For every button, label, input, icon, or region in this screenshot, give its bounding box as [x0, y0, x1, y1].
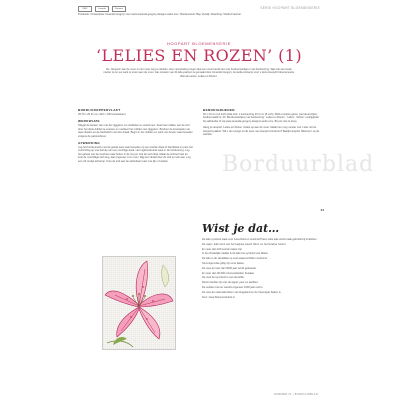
section-text: Hang je HoopArt ‘Lelies en Rozen’ straks op aan de muur. Maak hem nog mooier met ‘Lelie’ uit het HoopArt-pakket. Wil u de overige uit de serie van HoopArt borduren? Bekijk HoopArt ‘Bloemen’ op de website. [203, 126, 320, 137]
fact-item: De lelie in de Heraldiek op veel wapenschilden voorkomt. [202, 257, 268, 261]
fact-item: Er meer dan 100 soorten lelies zijn. [202, 247, 243, 251]
article-title: ‘LELIES EN ROZEN’ (1) [95, 46, 303, 65]
fact-item: De roos de nationale bloem van Engeland en de Verenigde Staten is. [202, 290, 282, 294]
section-heading: BORDUUROPPERVLAKT [78, 108, 121, 112]
did-you-know-box [202, 222, 320, 301]
section-text: Stiegel de kanten van met het rijggaren om uitrafelen te voorkomen. Zoek het midden van de stof door het doek dubbel te vouwen en markeer het midden met rijggaren. Borduur de kruissteek met twee draden en de backstitch met één draad. Begin in het midden en werk van boven naar beneden volgens de patroonlijnen. [78, 124, 193, 138]
fact-source: bron: www.bloemenwinkel.nl [202, 296, 235, 300]
series-label: SERIE HOOPART BLOEMENSERIE [260, 6, 320, 10]
section-heading: BENODIGDHEDEN [203, 108, 235, 112]
watermark: Borduurblad [222, 152, 375, 177]
right-column [203, 105, 320, 136]
page-footer: NUMMER 31 | BORDUURBLAD [273, 393, 318, 396]
brand-logos [78, 6, 126, 12]
fact-item: Rozen familie zijn van de appel, peer en aardbei. [202, 281, 259, 285]
section-text: 40 x 40 cm (14 inch) Aida stof; 1 borduurring 20,3 cm (8 inch); DMC-mouliné garen (zie kleurenlijst); borduurnaald nr. 24. Borduurwerkjes met borduurring: ‘Lelies en Rozen’, ‘Lelies’, ‘Rozen’ verkrijgbaar bij vakhandel of via www.amanda-gregory-designs.webs.com. Bij ons niet te koop. [203, 113, 319, 123]
page-number: 31 [320, 208, 324, 212]
brand-logo: DMC [78, 6, 92, 12]
section-text: Leg het borduurwerk met de goede kant naar beneden op een zachte doek of handdoek en pers het voorzichtig op met behulp van een vochtige doek. Het ingeborduurde werk in de borduurring. Leg het geheel met de voorkant naar buiten in de ring en trek de stof strak. Maak de schroef vast en knip de overtollige stof weg, laat ongeveer 3 cm over. Rijg een draad door de stof en trek aan. Leg een vilt rondje achterop. Knip de stof aan de achterkant vast met lijm of steken. [78, 146, 193, 163]
lily-embroidery-image [102, 256, 176, 350]
did-you-know-title: Wist je dat… [202, 222, 280, 235]
article-eyebrow: HOOPART BLOEMENSERIE [166, 41, 231, 46]
fact-item: De roos het symbool is van de liefde. [202, 276, 245, 280]
section-heading: AFWERKING [78, 141, 101, 146]
fact-item: In de christelijke traditie is de lelie het symbool van Maria. [202, 252, 269, 256]
fact-item: De lelie symbool staat voor zuiverheid en onschuld? Een witte lelie wordt vaak gebruikt bij bruiloften. [202, 238, 318, 241]
fact-item: De oudste roos ter wereld ongeveer 1000 jaar oud is. [202, 285, 264, 289]
fact-item: Er meer dan 30.000 rozenvariëteiten bestaan. [202, 271, 255, 275]
fact-item: De roos al meer dan 5000 jaar wordt gekweekt. [202, 266, 257, 270]
brand-logo: Lanarte [95, 6, 109, 12]
left-column [78, 105, 193, 163]
section-heading: WERKWIJZE [78, 119, 100, 124]
magazine-page [72, 0, 375, 400]
credits-line: Productie: Ontwerpster Amanda Gregory voor www.amanda-gregory-designs.webs.com. Borduurwerk: Bep Verwilj. Afwerking: Sheila Frautner [78, 13, 242, 16]
brand-logo: Vervaco [112, 6, 126, 12]
section-text: 25,79 x 25,21 cm (143 x 139 kruissteken) [78, 113, 126, 116]
fact-item: Sommige lelies giftig zijn voor katten. [202, 261, 245, 265]
article-intro: De ‘HoopArt’ aan de muur is niet meer weg te denken. Een verzameling ringen laat een mooi beeld zien van borduurwerkjes in de borduurring. Wat ook een leuke manier is om uw werk te tonen aan de muur. Het ontwerp van dit lelie-patroon is gemaakt door Amanda Gregory. Amanda ontwerpt voor u deze HoopArt bloemenserie. Wat als eerste ‘Lelies en Rozen’. [103, 68, 295, 78]
fact-item: De naam ‘lelie’ komt van het Latijnse woord ‘lilium’ en het Griekse ‘leirion’. [202, 242, 287, 246]
lily-flower-illustration [103, 257, 175, 349]
